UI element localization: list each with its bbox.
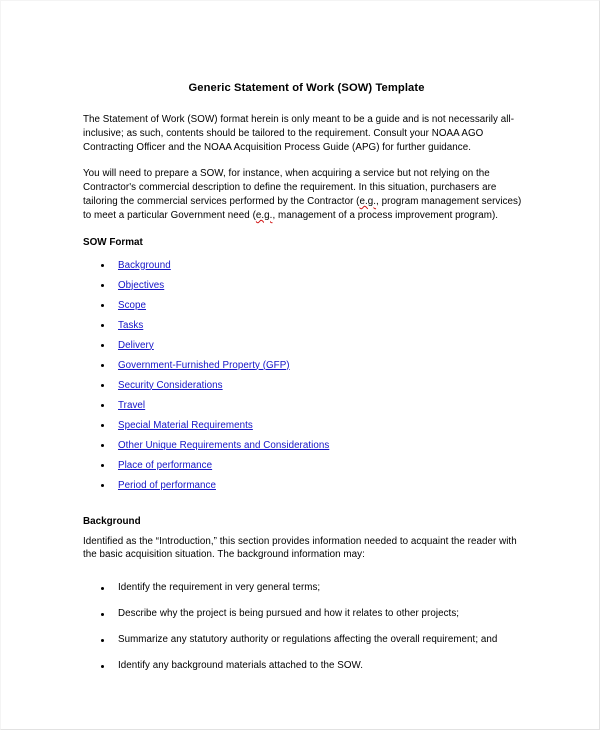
intro-paragraph-2 <box>83 167 530 222</box>
background-intro-paragraph: Identified as the “Introduction,” this section provides information needed to acquaint the reader with the basic acquisition situation. The background information may: <box>83 535 517 561</box>
section-heading-sow-format: SOW Format <box>83 236 143 248</box>
list-item <box>83 336 530 356</box>
background-item-identify-requirement: Identify the requirement in very general terms; <box>118 582 321 594</box>
list-item <box>83 436 530 456</box>
background-list <box>83 575 530 679</box>
list-item <box>83 376 530 396</box>
list-item <box>83 276 530 296</box>
sow-link-period-of-performance[interactable]: Period of performance <box>118 479 216 491</box>
sow-link-other-unique[interactable]: Other Unique Requirements and Considerations <box>118 439 330 451</box>
list-item <box>83 396 530 416</box>
list-item <box>83 316 530 336</box>
page-title: Generic Statement of Work (SOW) Template <box>188 82 425 94</box>
spellcheck-word-eg-1: e.g. <box>359 195 377 207</box>
list-item <box>83 476 530 496</box>
list-item <box>83 627 530 653</box>
spellcheck-word-eg-2: e.g. <box>255 209 273 221</box>
sow-link-background[interactable]: Background <box>118 259 171 271</box>
sow-link-objectives[interactable]: Objectives <box>118 279 165 291</box>
document-content <box>83 81 530 679</box>
background-item-identify-materials: Identify any background materials attached to the SOW. <box>118 660 364 672</box>
list-item <box>83 456 530 476</box>
sow-link-delivery[interactable]: Delivery <box>118 339 154 351</box>
sow-link-travel[interactable]: Travel <box>118 399 146 411</box>
sow-link-gfp[interactable]: Government-Furnished Property (GFP) <box>118 359 290 371</box>
sow-link-tasks[interactable]: Tasks <box>118 319 144 331</box>
intro-paragraph-2-part3: , management of a process improvement program). <box>272 209 499 221</box>
list-item <box>83 256 530 276</box>
sow-format-list <box>83 256 530 496</box>
sow-link-place-of-performance[interactable]: Place of performance <box>118 459 213 471</box>
sow-link-special-material[interactable]: Special Material Requirements <box>118 419 253 431</box>
intro-paragraph-1: The Statement of Work (SOW) format herein is only meant to be a guide and is not necessarily all-inclusive; as such, contents should be tailored to the requirement. Consult your NOAA AGO Contracting Officer and the NOAA Acquisition Process Guide (APG) for further guidance. <box>83 114 515 153</box>
list-item <box>83 416 530 436</box>
section-heading-background: Background <box>83 515 141 527</box>
sow-link-security[interactable]: Security Considerations <box>118 379 223 391</box>
intro-paragraph-2-part2: , program management services) to meet a particular Government need ( <box>83 195 522 221</box>
list-item <box>83 296 530 316</box>
list-item <box>83 653 530 679</box>
list-item <box>83 575 530 601</box>
list-item <box>83 601 530 627</box>
list-item <box>83 356 530 376</box>
intro-paragraph-2-part1: You will need to prepare a SOW, for instance, when acquiring a service but not relying on the Contractor's commercial description to define the requirement. In this situation, purchasers are tailoring the commercial services performed by the Contractor ( <box>83 168 497 207</box>
background-item-describe-project: Describe why the project is being pursued and how it relates to other projects; <box>118 608 460 620</box>
sow-link-scope[interactable]: Scope <box>118 299 147 311</box>
background-item-summarize-authority: Summarize any statutory authority or regulations affecting the overall requirement; and <box>118 634 498 646</box>
